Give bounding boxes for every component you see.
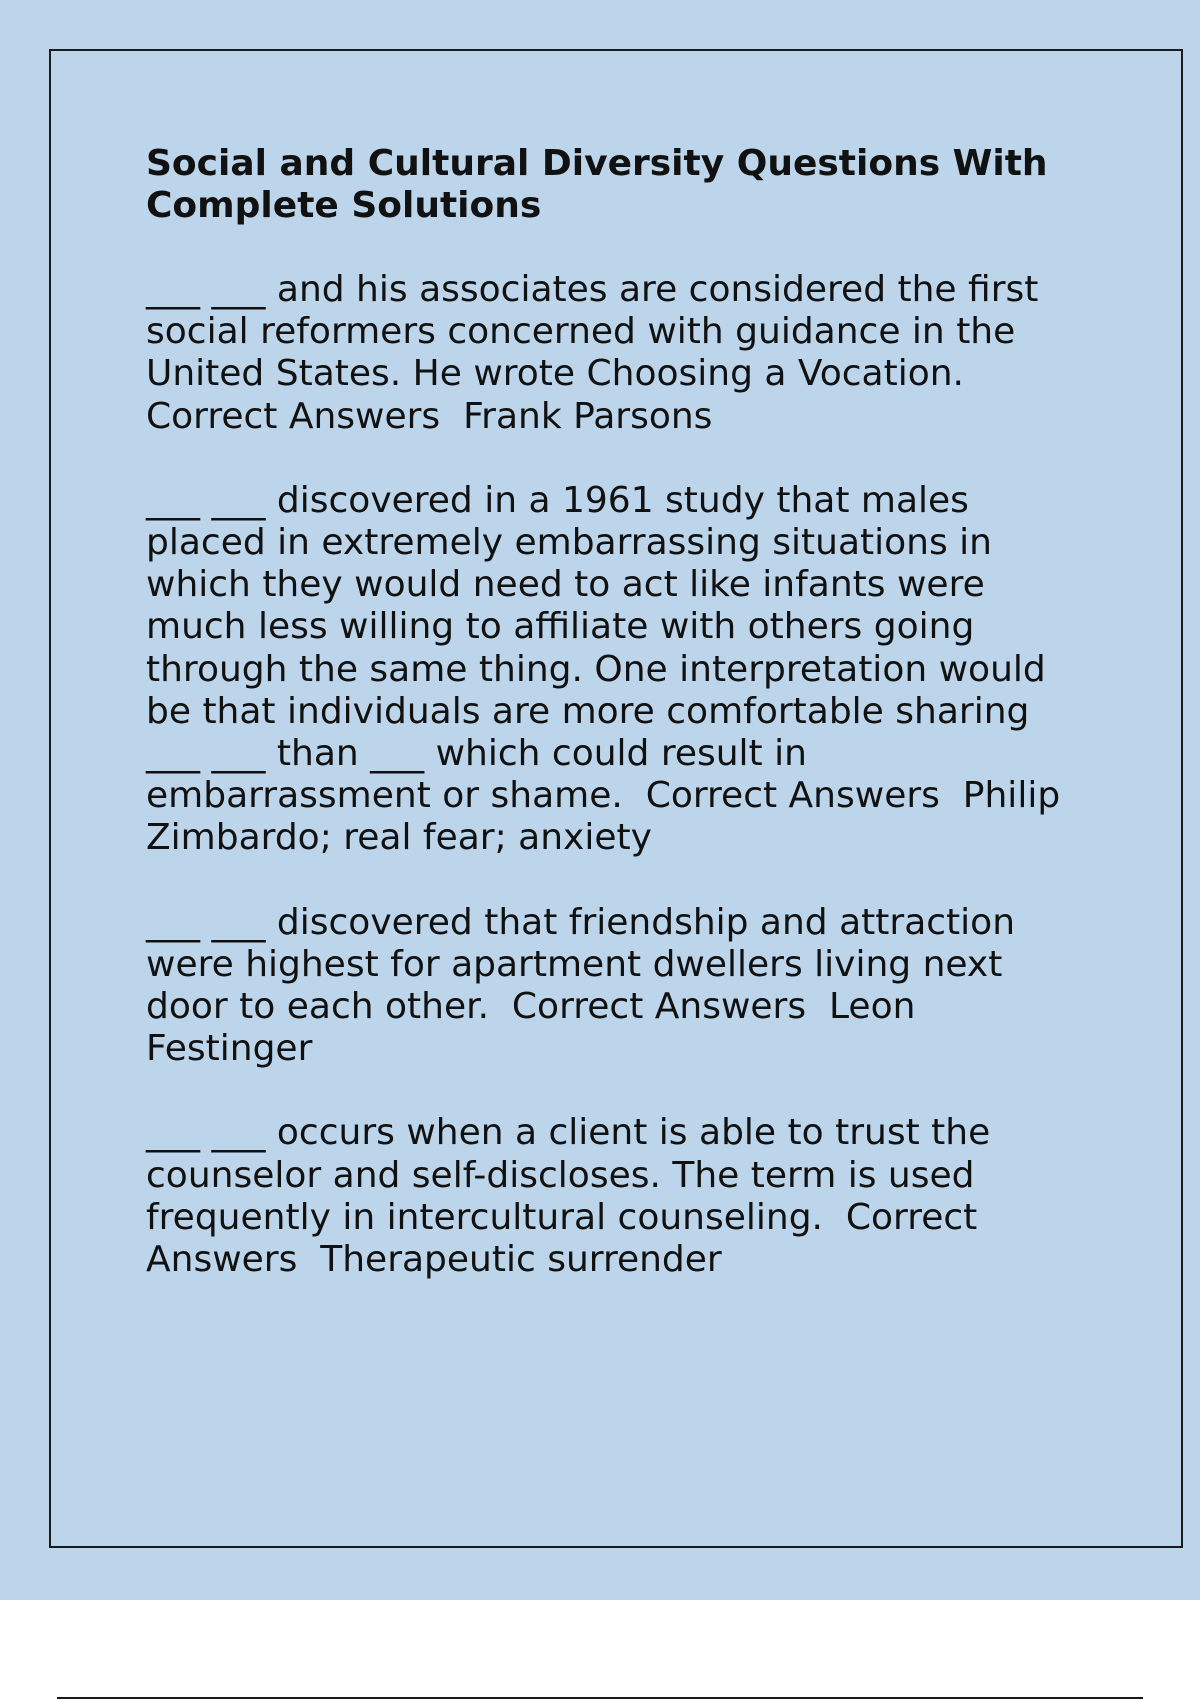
question-answer-3: ___ ___ discovered that friendship and attraction were highest for apartment dwellers living next door to each other. Correct Answers Leon Festinger <box>146 901 1027 1070</box>
document-title: Social and Cultural Diversity Questions With Complete Solutions <box>146 143 1048 226</box>
question-answer-4: ___ ___ occurs when a client is able to trust the counselor and self-discloses. The term is used frequently in intercultural counseling. Correct Answers Therapeutic surrender <box>146 1112 1002 1281</box>
footer-divider <box>57 1697 1143 1699</box>
question-answer-1: ___ ___ and his associates are considered the first social reformers concerned with guidance in the United States. He wrote Choosing a Vocation. Correct Answers Frank Parsons <box>146 269 1050 437</box>
question-answer-2: ___ ___ discovered in a 1961 study that males placed in extremely embarrassing situations in which they would need to act like infants were much less willing to affiliate with others going through the same thing. One interpretation would be that individuals are more comfortable sharing ___ ___ than ___ which could result in embarrassment or shame. Correct Answers Philip Zimbardo; real fear; anxiety <box>146 479 1072 859</box>
document-content <box>146 143 1086 1323</box>
